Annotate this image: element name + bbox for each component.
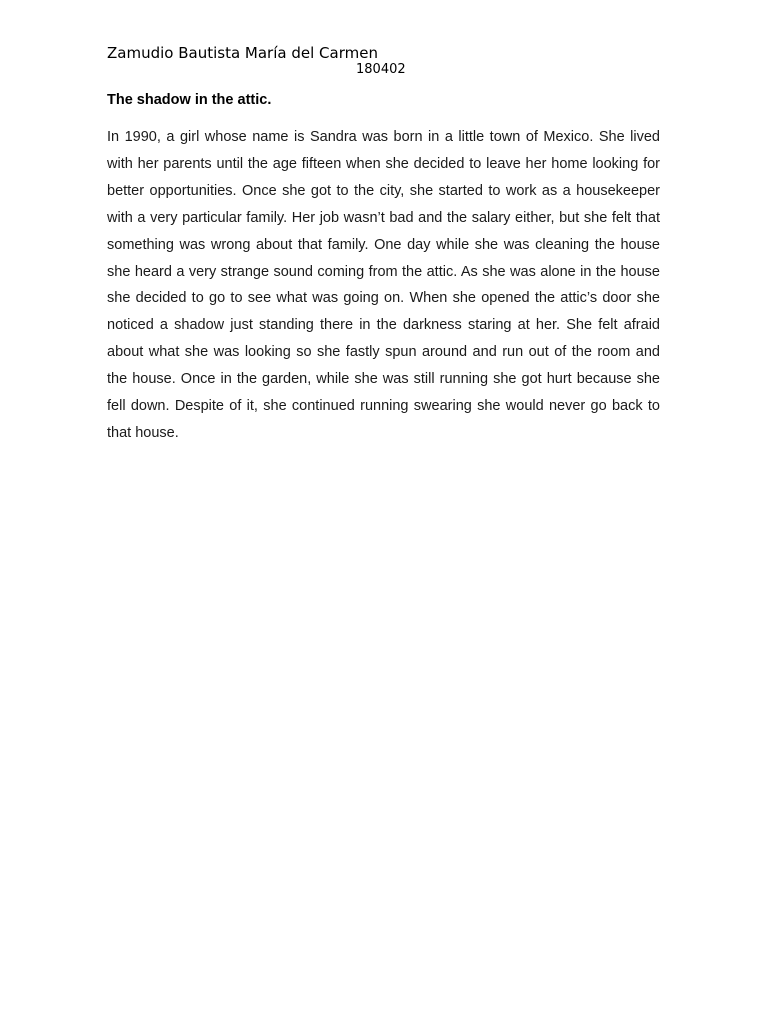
story-body: In 1990, a girl whose name is Sandra was born in a little town of Mexico. She lived with her parents until the age fifteen when she decided to leave her home looking for better opportunities. Once she got to the city, she started to work as a housekeeper with a very particular family. Her job wasn’t bad and the salary either, but she felt that something was wrong about that family. One day while she was cleaning the house she heard a very strange sound coming from the attic. As she was alone in the house she decided to go to see what was going on. When she opened the attic’s door she noticed a shadow just standing there in the darkness staring at her. She felt afraid about what she was looking so she fastly spun around and run out of the room and the house. Once in the garden, while she was still running she got hurt because she fell down. Despite of it, she continued running swearing she would never go back to that house.	[107, 129, 660, 441]
student-id: 180402	[356, 62, 406, 77]
author-name: Zamudio Bautista María del Carmen	[107, 44, 378, 62]
story-title: The shadow in the attic.	[107, 92, 272, 108]
